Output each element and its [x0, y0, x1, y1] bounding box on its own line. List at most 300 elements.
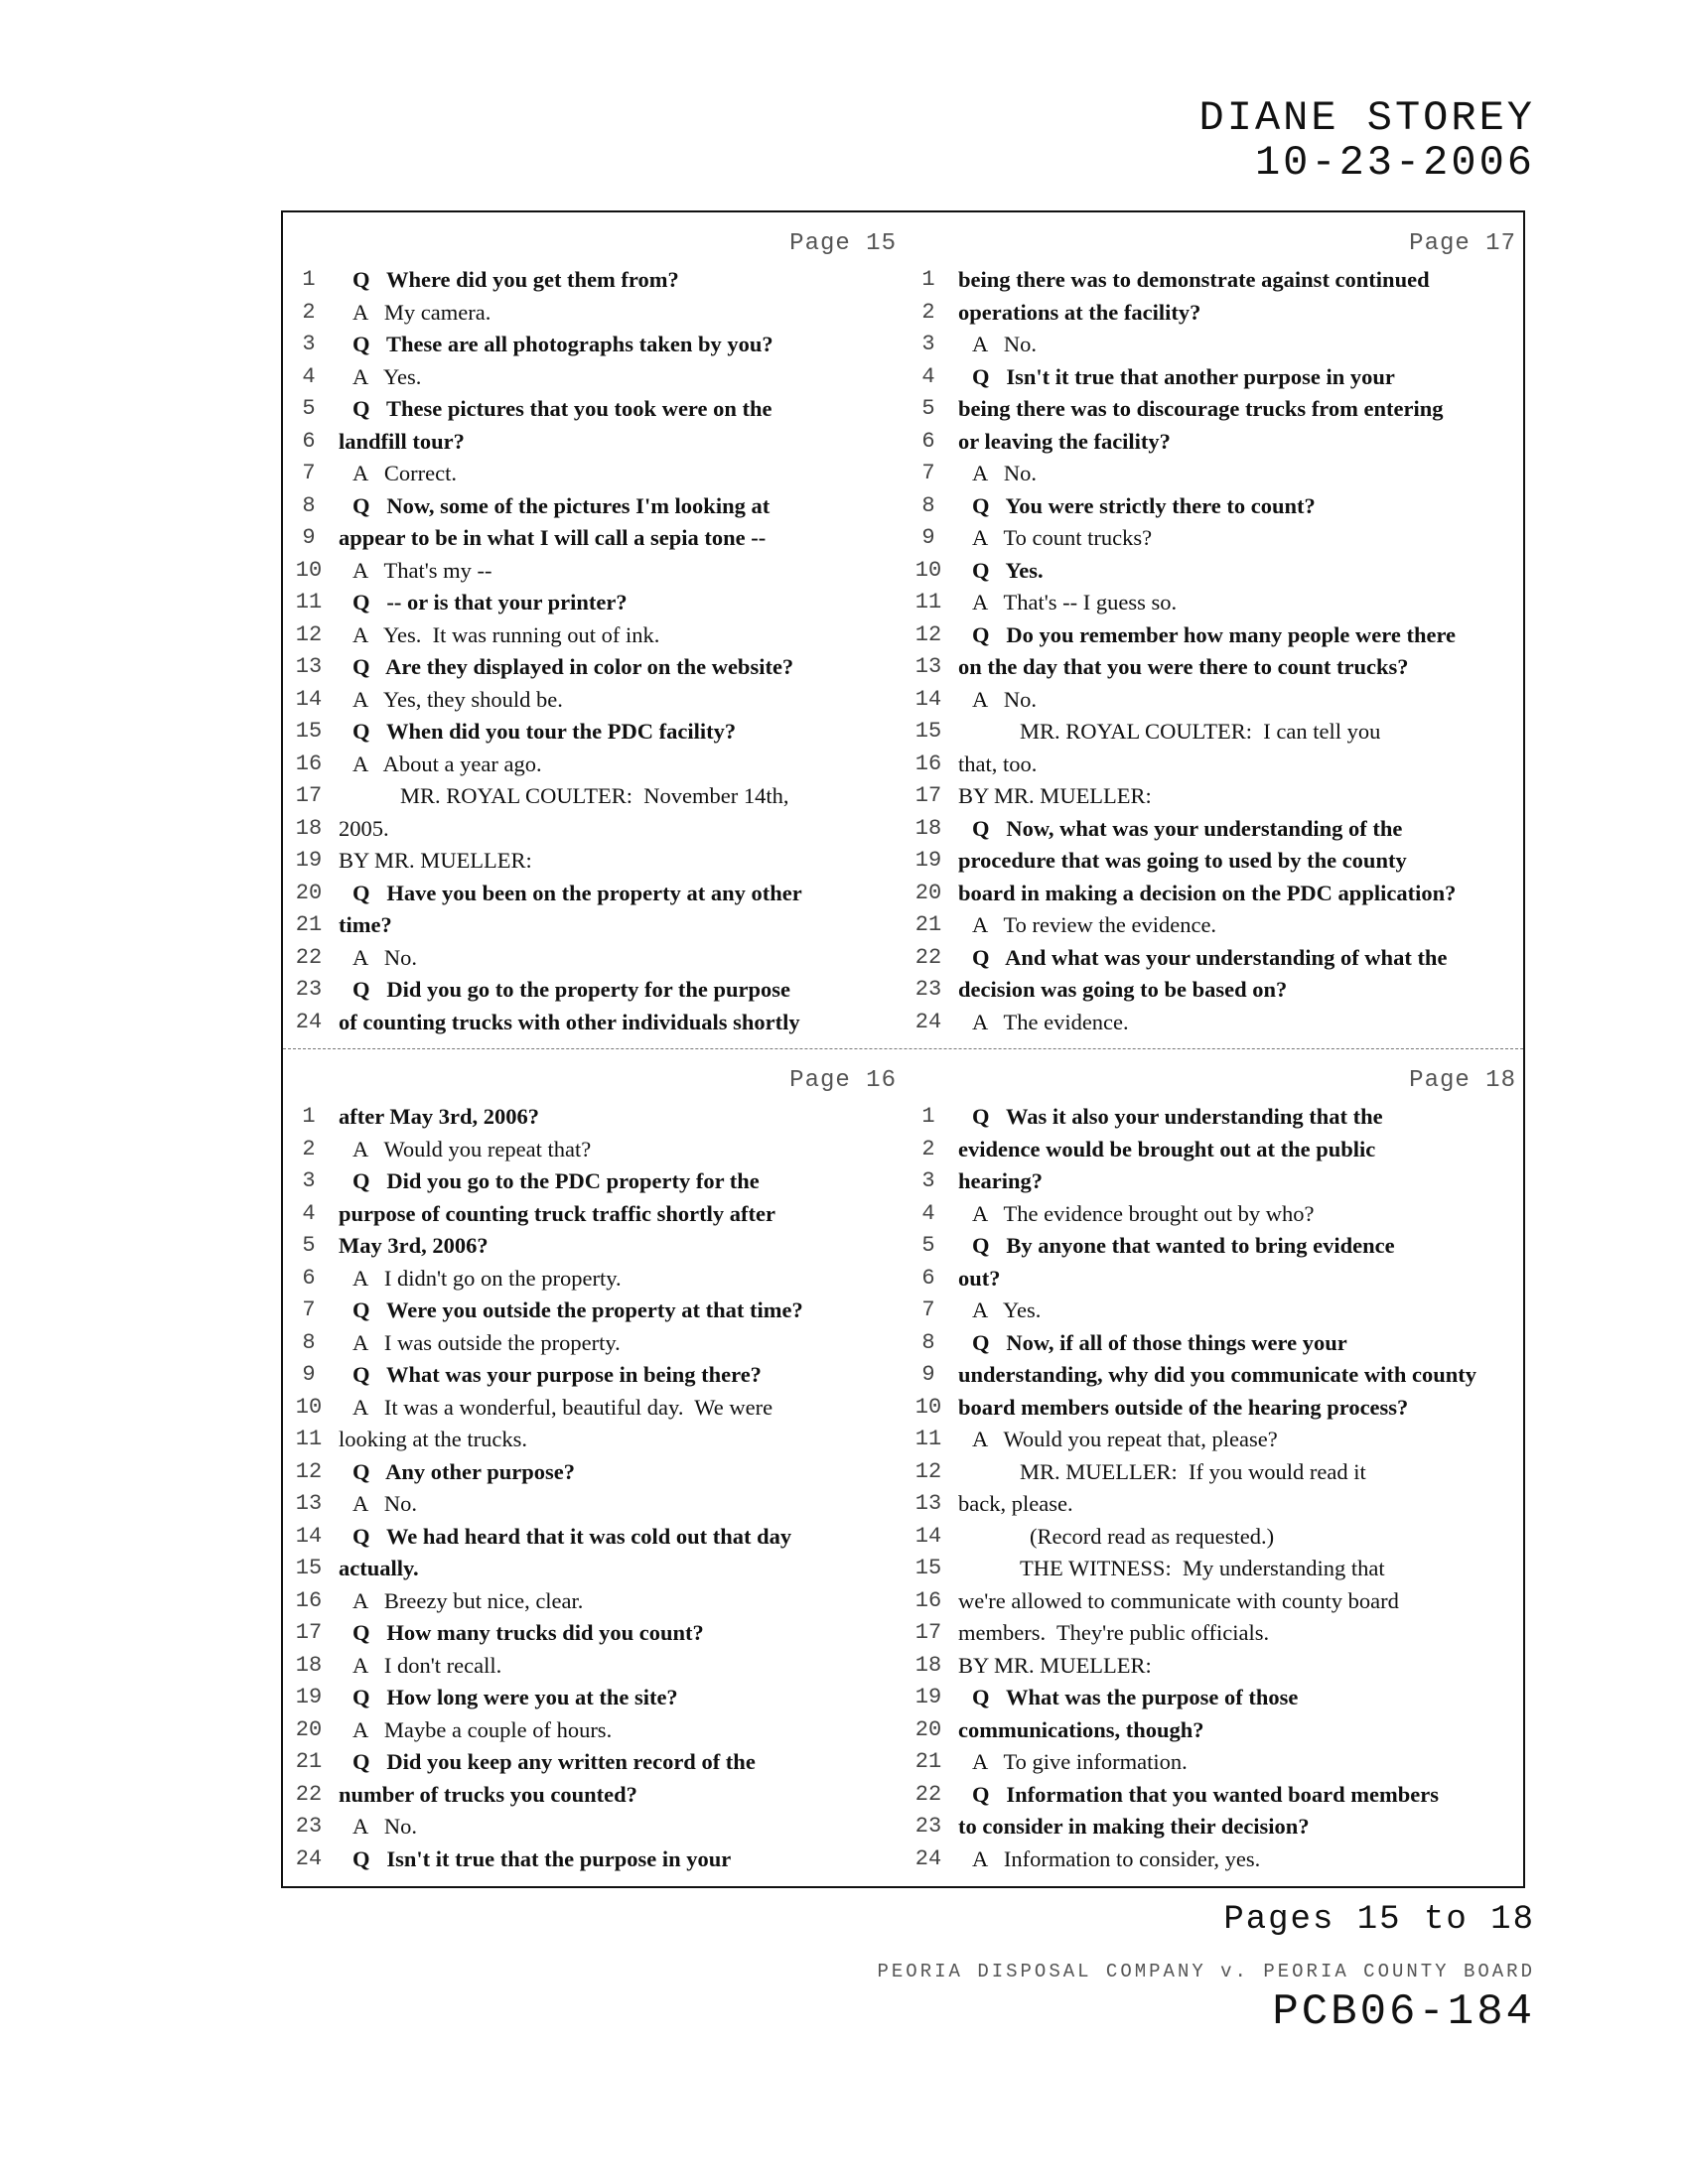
transcript-line	[909, 1811, 1524, 1843]
line-text: being there was to discourage trucks from entering	[958, 396, 1444, 421]
line-text: Q Was it also your understanding that the	[972, 1104, 1383, 1129]
line-number: 6	[921, 428, 935, 454]
transcript-line	[909, 1746, 1524, 1779]
line-text: Q We had heard that it was cold out that day	[352, 1523, 792, 1549]
line-number: 7	[921, 461, 935, 485]
line-text: MR. ROYAL COULTER: I can tell you	[1020, 719, 1381, 744]
transcript-line	[909, 1263, 1524, 1296]
page-label: Page 17	[1409, 230, 1516, 257]
line-number: 14	[914, 686, 942, 712]
line-text: Q By anyone that wanted to bring evidence	[972, 1233, 1395, 1258]
transcript-line	[289, 297, 905, 330]
transcript-line	[289, 845, 905, 878]
transcript-line	[909, 813, 1524, 846]
line-number: 21	[295, 912, 323, 937]
line-number: 8	[921, 492, 935, 518]
line-number: 23	[295, 1814, 323, 1839]
transcript-lines	[289, 264, 905, 1038]
transcript-line	[289, 1650, 905, 1683]
line-number: 12	[914, 621, 942, 647]
transcript-line	[289, 813, 905, 846]
line-number: 4	[302, 1200, 316, 1226]
line-number: 18	[295, 815, 323, 841]
line-text: decision was going to be based on?	[958, 977, 1288, 1002]
transcript-line	[909, 1553, 1524, 1585]
line-number: 24	[295, 1009, 323, 1034]
transcript-line	[909, 1521, 1524, 1554]
transcript-line	[909, 1359, 1524, 1392]
line-text: A I didn't go on the property.	[352, 1265, 622, 1291]
line-number: 1	[302, 267, 316, 292]
line-text: A Yes, they should be.	[352, 686, 563, 712]
transcript-line	[909, 1714, 1524, 1747]
line-number: 21	[914, 912, 942, 937]
line-text: members. They're public officials.	[958, 1620, 1270, 1645]
line-text: A No.	[972, 686, 1038, 712]
line-number: 1	[921, 1104, 935, 1129]
line-number: 12	[914, 1458, 942, 1484]
line-number: 16	[914, 751, 942, 776]
transcript-line	[289, 1101, 905, 1134]
line-number: 22	[914, 944, 942, 970]
transcript-line	[909, 845, 1524, 878]
transcript-line	[289, 878, 905, 910]
line-number: 24	[295, 1845, 323, 1871]
line-number: 1	[302, 1104, 316, 1129]
line-number: 9	[302, 1362, 316, 1387]
line-number: 8	[302, 1329, 316, 1355]
line-text: A I don't recall.	[352, 1652, 502, 1678]
line-number: 6	[302, 1265, 316, 1291]
transcript-line	[289, 749, 905, 781]
line-number: 13	[295, 654, 323, 679]
line-text: A That's -- I guess so.	[972, 590, 1178, 614]
transcript-line	[289, 1682, 905, 1714]
transcript-line	[289, 1134, 905, 1166]
transcript-line	[289, 716, 905, 749]
line-number: 14	[914, 1523, 942, 1549]
line-number: 16	[295, 751, 323, 776]
line-number: 15	[914, 1556, 942, 1580]
line-number: 2	[302, 299, 316, 325]
line-text: Q Isn't it true that the purpose in your	[352, 1845, 732, 1871]
transcript-line	[289, 1843, 905, 1876]
line-text: on the day that you were there to count trucks?	[958, 654, 1409, 679]
transcript-line	[289, 651, 905, 684]
line-number: 4	[921, 363, 935, 389]
line-text: number of trucks you counted?	[339, 1781, 637, 1807]
line-number: 15	[295, 719, 323, 744]
deponent-name: DIANE STOREY	[1198, 94, 1535, 142]
page-15	[289, 224, 905, 1038]
line-number: 16	[914, 1587, 942, 1613]
transcript-line	[909, 264, 1524, 297]
line-number: 13	[914, 654, 942, 679]
line-text: communications, though?	[958, 1716, 1204, 1742]
line-text: to consider in making their decision?	[958, 1814, 1310, 1839]
line-number: 20	[295, 1716, 323, 1742]
line-number: 10	[914, 557, 942, 583]
line-number: 4	[302, 363, 316, 389]
transcript-line	[909, 974, 1524, 1007]
line-text: A It was a wonderful, beautiful day. We were	[352, 1394, 773, 1420]
line-text: A That's my --	[352, 557, 492, 583]
line-number: 7	[921, 1297, 935, 1322]
line-text: we're allowed to communicate with county board	[958, 1587, 1399, 1613]
transcript-line	[289, 587, 905, 619]
transcript-line	[289, 1779, 905, 1812]
line-number: 24	[914, 1009, 942, 1034]
transcript-line	[289, 1007, 905, 1039]
line-text: Q Were you outside the property at that time?	[352, 1297, 803, 1322]
line-number: 21	[295, 1749, 323, 1774]
transcript-line	[909, 909, 1524, 942]
line-number: 23	[914, 977, 942, 1002]
line-text: A Yes.	[972, 1297, 1042, 1322]
line-number: 11	[914, 1427, 942, 1451]
transcript-line	[909, 942, 1524, 975]
transcript-line	[289, 458, 905, 490]
line-text: landfill tour?	[339, 428, 465, 454]
transcript-line	[909, 490, 1524, 523]
transcript-line	[909, 426, 1524, 459]
transcript-line	[909, 361, 1524, 394]
line-text: Q These pictures that you took were on the	[352, 396, 772, 421]
transcript-line	[909, 1617, 1524, 1650]
line-number: 8	[302, 492, 316, 518]
transcript-line	[289, 1746, 905, 1779]
transcript-line	[909, 1198, 1524, 1231]
transcript-line	[289, 1165, 905, 1198]
line-text: looking at the trucks.	[339, 1427, 527, 1451]
line-text: A I was outside the property.	[352, 1329, 621, 1355]
line-number: 2	[921, 299, 935, 325]
line-number: 22	[295, 944, 323, 970]
transcript-line	[289, 942, 905, 975]
line-number: 23	[914, 1814, 942, 1839]
line-number: 19	[295, 848, 323, 873]
line-text: Q How many trucks did you count?	[352, 1620, 704, 1645]
transcript-line	[909, 1488, 1524, 1521]
transcript-line	[909, 1165, 1524, 1198]
line-text: Q What was your purpose in being there?	[352, 1362, 762, 1387]
line-text: Q Yes.	[972, 557, 1044, 583]
transcript-line	[909, 1650, 1524, 1683]
transcript-line	[289, 555, 905, 588]
line-number: 1	[921, 267, 935, 292]
transcript-lines	[909, 264, 1524, 1038]
transcript-line	[909, 619, 1524, 652]
line-text: Q Isn't it true that another purpose in your	[972, 363, 1395, 389]
line-text: MR. MUELLER: If you would read it	[1020, 1458, 1366, 1484]
transcript-line	[289, 361, 905, 394]
line-number: 16	[295, 1587, 323, 1613]
transcript-line	[909, 1424, 1524, 1456]
line-text: A The evidence.	[972, 1009, 1129, 1034]
line-number: 4	[921, 1200, 935, 1226]
transcript-line	[289, 393, 905, 426]
transcript-line	[909, 1585, 1524, 1618]
case-number: PCB06-184	[1272, 1987, 1535, 2037]
line-number: 15	[295, 1556, 323, 1580]
line-text: A Maybe a couple of hours.	[352, 1716, 613, 1742]
line-number: 14	[295, 686, 323, 712]
line-text: Q What was the purpose of those	[972, 1685, 1299, 1709]
line-text: A Yes.	[352, 363, 422, 389]
line-number: 5	[302, 1233, 316, 1258]
transcript-line	[289, 619, 905, 652]
line-number: 20	[295, 880, 323, 905]
line-text: Q Now, if all of those things were your	[972, 1329, 1347, 1355]
transcript-line	[909, 878, 1524, 910]
line-text: Q Now, some of the pictures I'm looking at	[352, 492, 771, 518]
transcript-line	[289, 1585, 905, 1618]
page-label: Page 15	[789, 230, 897, 257]
transcript-line	[289, 1456, 905, 1489]
line-number: 11	[295, 1427, 323, 1451]
line-number: 22	[914, 1781, 942, 1807]
line-text: actually.	[339, 1556, 419, 1580]
transcript-line	[289, 1295, 905, 1327]
transcript-line	[909, 1101, 1524, 1134]
transcript-line	[909, 1007, 1524, 1039]
line-number: 22	[295, 1781, 323, 1807]
case-title: PEORIA DISPOSAL COMPANY v. PEORIA COUNTY BOARD	[877, 1961, 1535, 1982]
deposition-date: 10-23-2006	[1254, 139, 1535, 187]
transcript-line	[909, 522, 1524, 555]
line-number: 6	[302, 428, 316, 454]
line-text: Q Any other purpose?	[352, 1458, 575, 1484]
line-text: Q When did you tour the PDC facility?	[352, 719, 737, 744]
line-number: 11	[914, 590, 942, 614]
line-text: A Yes. It was running out of ink.	[352, 621, 660, 647]
line-text: A No.	[352, 1491, 418, 1516]
line-number: 18	[914, 1652, 942, 1678]
line-text: A Correct.	[352, 461, 457, 485]
line-number: 12	[295, 621, 323, 647]
line-text: appear to be in what I will call a sepia tone --	[339, 525, 767, 550]
line-text: A No.	[352, 1814, 418, 1839]
transcript-line	[909, 684, 1524, 717]
line-number: 20	[914, 880, 942, 905]
line-number: 23	[295, 977, 323, 1002]
page-16	[289, 1061, 905, 1875]
line-number: 13	[914, 1491, 942, 1516]
line-number: 19	[914, 1685, 942, 1709]
line-text: BY MR. MUELLER:	[958, 1652, 1152, 1678]
transcript-line	[289, 426, 905, 459]
transcript-line	[289, 1392, 905, 1425]
transcript-line	[289, 329, 905, 361]
line-text: BY MR. MUELLER:	[958, 783, 1152, 808]
line-text: A No.	[972, 332, 1038, 356]
transcript-line	[289, 1359, 905, 1392]
transcript-lines	[909, 1101, 1524, 1875]
line-text: Q Do you remember how many people were there	[972, 621, 1457, 647]
transcript-line	[289, 1327, 905, 1360]
line-number: 3	[302, 332, 316, 356]
line-text: Q Did you keep any written record of the	[352, 1749, 756, 1774]
line-text: Q -- or is that your printer?	[352, 590, 628, 614]
transcript-line	[909, 1392, 1524, 1425]
line-text: back, please.	[958, 1491, 1073, 1516]
line-text: A To give information.	[972, 1749, 1188, 1774]
line-number: 24	[914, 1845, 942, 1871]
transcript-line	[909, 1327, 1524, 1360]
line-number: 21	[914, 1749, 942, 1774]
line-number: 3	[921, 332, 935, 356]
line-text: operations at the facility?	[958, 299, 1201, 325]
line-number: 3	[921, 1168, 935, 1193]
line-number: 7	[302, 461, 316, 485]
page-label: Page 18	[1409, 1067, 1516, 1094]
transcript-line	[289, 490, 905, 523]
line-text: Q You were strictly there to count?	[972, 492, 1316, 518]
line-text: A To review the evidence.	[972, 912, 1217, 937]
line-number: 18	[295, 1652, 323, 1678]
transcript-line	[289, 1263, 905, 1296]
line-text: hearing?	[958, 1168, 1044, 1193]
line-number: 17	[914, 1620, 942, 1645]
page-label: Page 16	[789, 1067, 897, 1094]
line-number: 14	[295, 1523, 323, 1549]
line-number: 8	[921, 1329, 935, 1355]
line-number: 10	[914, 1394, 942, 1420]
transcript-line	[289, 1230, 905, 1263]
line-text: Q Have you been on the property at any other	[352, 880, 802, 905]
line-text: MR. ROYAL COULTER: November 14th,	[400, 783, 789, 808]
line-text: 2005.	[339, 815, 389, 841]
line-number: 9	[302, 525, 316, 550]
transcript-line	[909, 651, 1524, 684]
pages-range: Pages 15 to 18	[1223, 1901, 1535, 1939]
line-text: after May 3rd, 2006?	[339, 1104, 540, 1129]
line-number: 9	[921, 525, 935, 550]
transcript-line	[289, 1198, 905, 1231]
page-18	[909, 1061, 1524, 1875]
transcript-line	[909, 1843, 1524, 1876]
transcript-lines	[289, 1101, 905, 1875]
transcript-line	[909, 1779, 1524, 1812]
line-text: purpose of counting truck traffic shortly after	[339, 1200, 775, 1226]
transcript-line	[289, 1521, 905, 1554]
line-text: that, too.	[958, 751, 1038, 776]
transcript-line	[289, 522, 905, 555]
transcript-line	[909, 716, 1524, 749]
transcript-line	[909, 1456, 1524, 1489]
line-text: understanding, why did you communicate with county	[958, 1362, 1476, 1387]
line-text: A No.	[352, 944, 418, 970]
line-number: 5	[921, 396, 935, 421]
line-text: Q Are they displayed in color on the website?	[352, 654, 794, 679]
line-text: or leaving the facility?	[958, 428, 1171, 454]
line-text: A Breezy but nice, clear.	[352, 1587, 584, 1613]
line-text: out?	[958, 1265, 1001, 1291]
line-number: 12	[295, 1458, 323, 1484]
transcript-line	[909, 1682, 1524, 1714]
transcript-line	[289, 780, 905, 813]
line-number: 3	[302, 1168, 316, 1193]
line-number: 2	[921, 1136, 935, 1161]
line-number: 19	[914, 848, 942, 873]
line-text: board members outside of the hearing process?	[958, 1394, 1409, 1420]
line-text: A Would you repeat that?	[352, 1136, 592, 1161]
line-text: Q Where did you get them from?	[352, 267, 679, 292]
line-number: 2	[302, 1136, 316, 1161]
page-17	[909, 224, 1524, 1038]
transcript-line	[909, 297, 1524, 330]
transcript-line	[909, 393, 1524, 426]
line-number: 5	[302, 396, 316, 421]
transcript-line	[909, 780, 1524, 813]
line-number: 15	[914, 719, 942, 744]
line-text: of counting trucks with other individuals shortly	[339, 1009, 800, 1034]
transcript-sheet	[281, 210, 1525, 1888]
transcript-line	[909, 329, 1524, 361]
transcript-line	[289, 909, 905, 942]
line-text: A The evidence brought out by who?	[972, 1200, 1315, 1226]
line-number: 17	[914, 783, 942, 808]
transcript-line	[909, 587, 1524, 619]
line-number: 20	[914, 1716, 942, 1742]
line-text: A My camera.	[352, 299, 491, 325]
line-text: Q These are all photographs taken by you?	[352, 332, 773, 356]
transcript-line	[289, 684, 905, 717]
transcript-line	[289, 264, 905, 297]
transcript-line	[909, 1295, 1524, 1327]
transcript-line	[289, 1488, 905, 1521]
line-number: 19	[295, 1685, 323, 1709]
line-text: A Information to consider, yes.	[972, 1845, 1261, 1871]
line-text: A To count trucks?	[972, 525, 1153, 550]
line-text: A Would you repeat that, please?	[972, 1427, 1278, 1451]
transcript-line	[909, 749, 1524, 781]
transcript-line	[289, 1811, 905, 1843]
line-number: 10	[295, 557, 323, 583]
line-number: 13	[295, 1491, 323, 1516]
transcript-line	[289, 1714, 905, 1747]
line-text: (Record read as requested.)	[1030, 1523, 1275, 1549]
transcript-line	[909, 555, 1524, 588]
line-number: 7	[302, 1297, 316, 1322]
line-text: Q Information that you wanted board members	[972, 1781, 1439, 1807]
line-text: being there was to demonstrate against continued	[958, 267, 1430, 292]
line-number: 9	[921, 1362, 935, 1387]
transcript-line	[289, 1424, 905, 1456]
line-text: time?	[339, 912, 392, 937]
line-number: 11	[295, 590, 323, 614]
line-text: Q Did you go to the PDC property for the	[352, 1168, 760, 1193]
line-text: BY MR. MUELLER:	[339, 848, 532, 873]
line-number: 10	[295, 1394, 323, 1420]
transcript-line	[909, 1230, 1524, 1263]
line-text: Q How long were you at the site?	[352, 1685, 678, 1709]
transcript-line	[289, 1553, 905, 1585]
line-text: board in making a decision on the PDC application?	[958, 880, 1457, 905]
transcript-line	[909, 1134, 1524, 1166]
line-text: A About a year ago.	[352, 751, 542, 776]
line-text: May 3rd, 2006?	[339, 1233, 489, 1258]
line-text: evidence would be brought out at the public	[958, 1136, 1376, 1161]
line-text: Q And what was your understanding of what the	[972, 944, 1448, 970]
transcript-line	[289, 1617, 905, 1650]
quadrant-divider	[283, 1048, 1523, 1049]
line-number: 6	[921, 1265, 935, 1291]
line-number: 17	[295, 1620, 323, 1645]
line-text: Q Did you go to the property for the purpose	[352, 977, 791, 1002]
line-number: 17	[295, 783, 323, 808]
line-text: THE WITNESS: My understanding that	[1020, 1556, 1385, 1580]
